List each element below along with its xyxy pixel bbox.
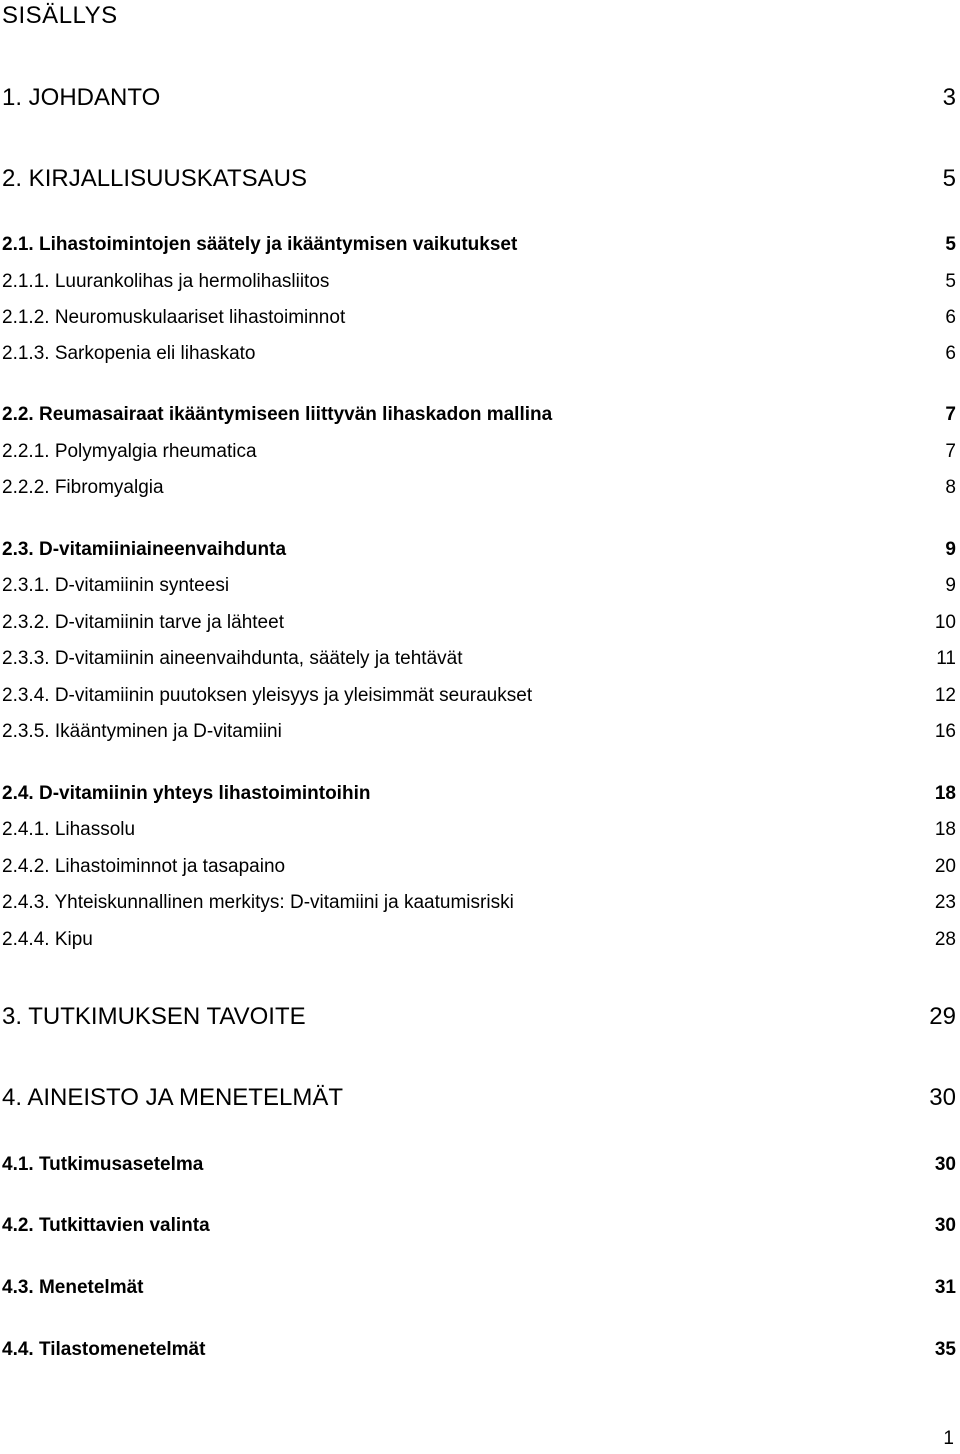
toc-entry-tutkimuksen-tavoite[interactable] [2, 1003, 956, 1031]
toc-entry-label: 2.1.1. Luurankolihas ja hermolihasliitos [2, 271, 330, 292]
toc-entry-page: 5 [942, 165, 956, 192]
toc-entry-label: 2.1.3. Sarkopenia eli lihaskato [2, 343, 256, 364]
toc-entry-page: 5 [945, 271, 956, 292]
toc-entry-2-1-3[interactable] [2, 343, 956, 365]
toc-entry-label: 4.4. Tilastomenetelmät [2, 1339, 206, 1360]
toc-entry-page: 30 [934, 1154, 956, 1175]
toc-entry-2-1[interactable] [2, 234, 956, 256]
toc-entry-label: 2.1.2. Neuromuskulaariset lihastoiminnot [2, 307, 346, 328]
toc-entry-2-4-3[interactable] [2, 892, 956, 914]
toc-entry-4-1[interactable] [2, 1154, 956, 1176]
toc-entry-2-2[interactable] [2, 404, 956, 426]
toc-entry-page: 6 [945, 343, 956, 364]
toc-entry-page: 5 [945, 234, 956, 255]
toc-entry-label: 2.3.5. Ikääntyminen ja D-vitamiini [2, 721, 282, 742]
toc-entry-label: 2. KIRJALLISUUSKATSAUS [2, 165, 307, 192]
toc-entry-page: 6 [945, 307, 956, 328]
toc-entry-label: 2.3.4. D-vitamiinin puutoksen yleisyys ja yleisimmät seuraukset [2, 685, 533, 706]
toc-entry-2-3[interactable] [2, 539, 956, 561]
toc-entry-2-2-2[interactable] [2, 477, 956, 499]
toc-entry-2-3-2[interactable] [2, 612, 956, 634]
toc-entry-page: 8 [945, 477, 956, 498]
toc-entry-label: 2.4.2. Lihastoiminnot ja tasapaino [2, 856, 286, 877]
toc-entry-4-4[interactable] [2, 1339, 956, 1361]
toc-entry-label: 2.4.1. Lihassolu [2, 819, 136, 840]
toc-entry-label: 2.2. Reumasairaat ikääntymiseen liittyvän lihaskadon mallina [2, 404, 553, 425]
toc-entry-2-4-2[interactable] [2, 856, 956, 878]
toc-entry-page: 23 [934, 892, 956, 913]
toc-entry-page: 7 [945, 404, 956, 425]
toc-entry-page: 28 [934, 929, 956, 950]
toc-entry-label: 2.3.3. D-vitamiinin aineenvaihdunta, säätely ja tehtävät [2, 648, 463, 669]
toc-entry-johdanto[interactable] [2, 84, 956, 112]
toc-entry-2-4[interactable] [2, 783, 956, 805]
toc-entry-2-4-4[interactable] [2, 929, 956, 951]
toc-entry-page: 30 [929, 1084, 956, 1111]
toc-entry-label: 4.3. Menetelmät [2, 1277, 144, 1298]
toc-entry-page: 35 [934, 1339, 956, 1360]
toc-entry-aineisto-ja-menetelmat[interactable] [2, 1084, 956, 1112]
toc-entry-2-3-1[interactable] [2, 575, 956, 597]
toc-entry-2-1-1[interactable] [2, 271, 956, 293]
toc-entry-4-3[interactable] [2, 1277, 956, 1299]
toc-entry-page: 29 [929, 1003, 956, 1030]
toc-entry-2-4-1[interactable] [2, 819, 956, 841]
toc-entry-page: 3 [942, 84, 956, 111]
toc-entry-label: 1. JOHDANTO [2, 84, 161, 111]
toc-entry-page: 18 [934, 783, 956, 804]
toc-entry-label: 3. TUTKIMUKSEN TAVOITE [2, 1003, 306, 1030]
toc-entry-page: 9 [945, 575, 956, 596]
toc-entry-page: 9 [945, 539, 956, 560]
page-title: SISÄLLYS [2, 2, 118, 29]
toc-entry-page: 11 [936, 648, 956, 669]
toc-entry-page: 18 [934, 819, 956, 840]
toc-entry-label: 2.2.2. Fibromyalgia [2, 477, 164, 498]
toc-entry-label: 2.3.2. D-vitamiinin tarve ja lähteet [2, 612, 284, 633]
toc-entry-page: 20 [934, 856, 956, 877]
toc-entry-kirjallisuuskatsaus[interactable] [2, 165, 956, 193]
toc-entry-page: 10 [934, 612, 956, 633]
toc-entry-label: 4.1. Tutkimusasetelma [2, 1154, 204, 1175]
toc-entry-2-3-4[interactable] [2, 685, 956, 707]
toc-entry-2-3-5[interactable] [2, 721, 956, 743]
page-number: 1 [943, 1428, 954, 1449]
toc-entry-label: 2.4. D-vitamiinin yhteys lihastoimintoihin [2, 783, 371, 804]
toc-entry-page: 7 [945, 441, 956, 462]
toc-entry-4-2[interactable] [2, 1215, 956, 1237]
toc-entry-label: 4. AINEISTO JA MENETELMÄT [2, 1084, 343, 1111]
toc-entry-page: 12 [934, 685, 956, 706]
toc-entry-2-3-3[interactable] [2, 648, 956, 670]
toc-entry-2-2-1[interactable] [2, 441, 956, 463]
toc-entry-page: 30 [934, 1215, 956, 1236]
toc-entry-page: 31 [934, 1277, 956, 1298]
toc-entry-label: 2.2.1. Polymyalgia rheumatica [2, 441, 257, 462]
toc-entry-label: 2.4.4. Kipu [2, 929, 93, 950]
toc-entry-2-1-2[interactable] [2, 307, 956, 329]
toc-entry-label: 2.1. Lihastoimintojen säätely ja ikääntymisen vaikutukset [2, 234, 518, 255]
toc-entry-page: 16 [934, 721, 956, 742]
toc-entry-label: 2.3.1. D-vitamiinin synteesi [2, 575, 230, 596]
toc-entry-label: 2.4.3. Yhteiskunnallinen merkitys: D-vitamiini ja kaatumisriski [2, 892, 514, 913]
toc-entry-label: 4.2. Tutkittavien valinta [2, 1215, 210, 1236]
toc-entry-label: 2.3. D-vitamiiniaineenvaihdunta [2, 539, 287, 560]
